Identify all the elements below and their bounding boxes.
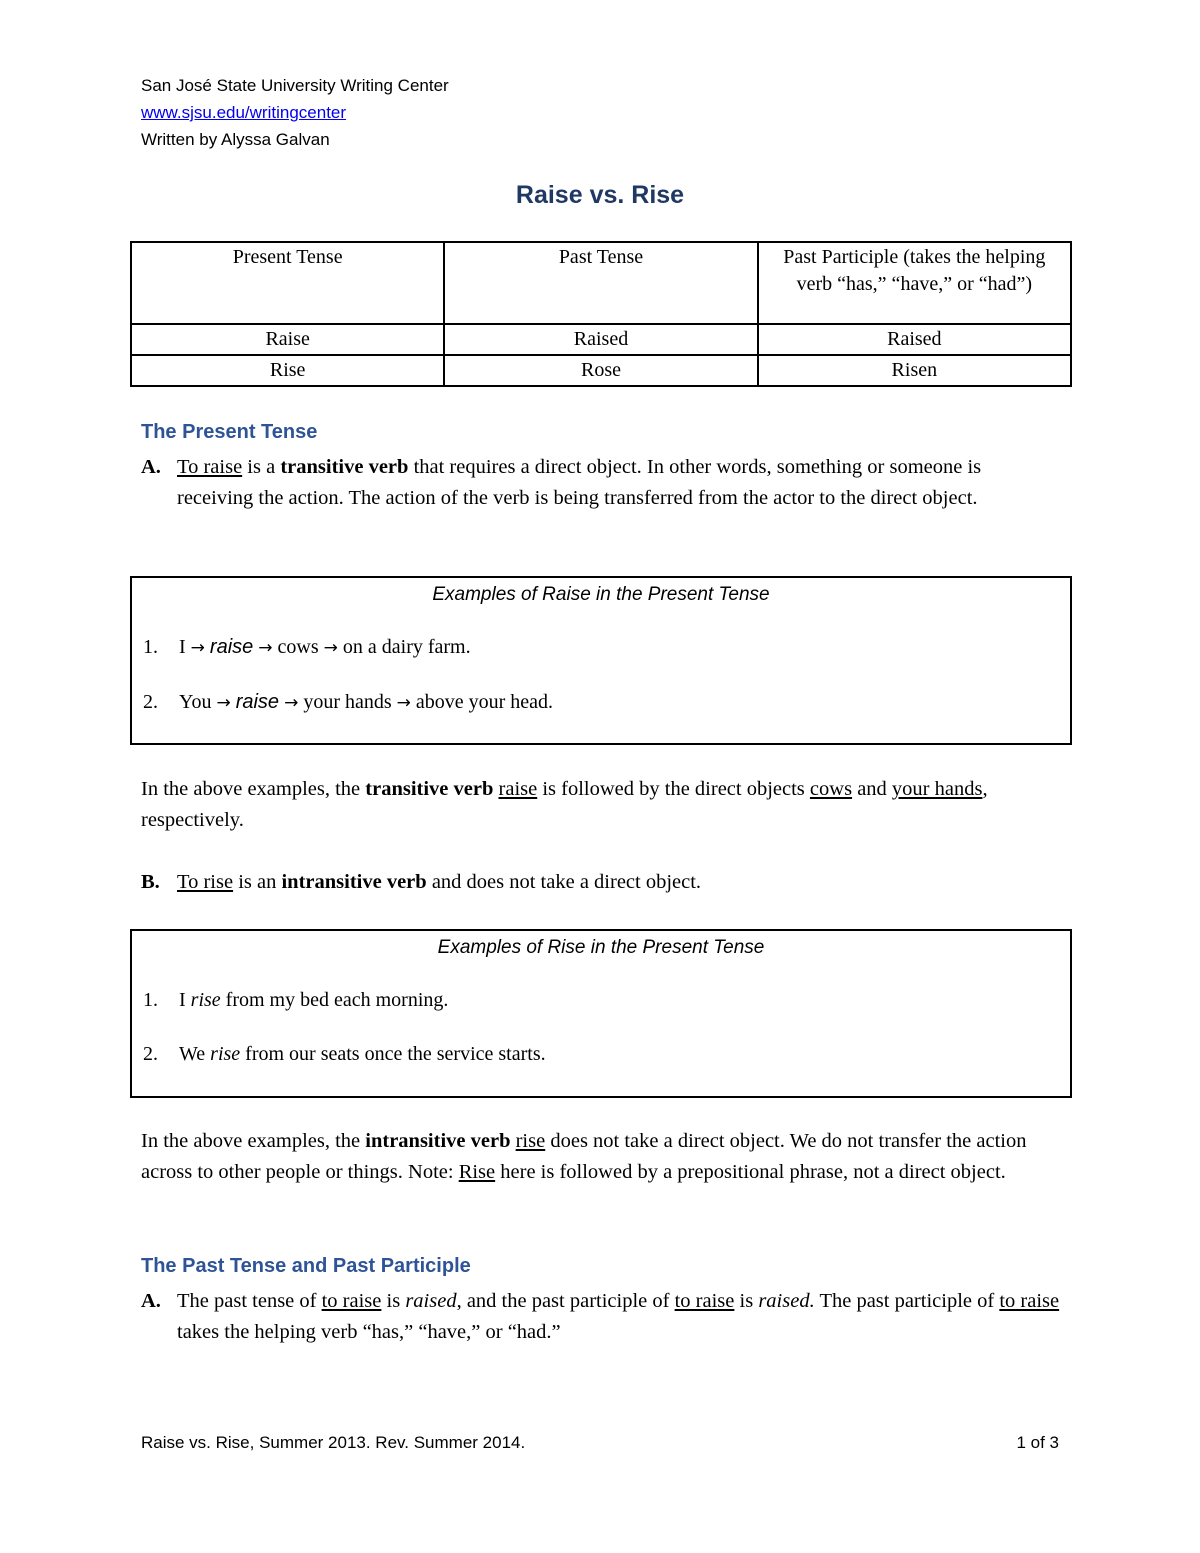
example-number: 1.	[143, 636, 158, 658]
table-cell: Risen	[758, 355, 1071, 386]
table-cell: Raise	[131, 324, 444, 355]
subject: You	[179, 691, 212, 713]
item-text	[177, 867, 1061, 898]
table-header-cell: Past Participle (takes the helping verb “has,” “have,” or “had”)	[758, 242, 1071, 324]
verb-phrase: To rise	[177, 871, 234, 893]
item-text	[177, 1286, 1061, 1348]
text-run: , respectively.	[141, 778, 988, 831]
table-cell: Rise	[131, 355, 444, 386]
text-run: and does not take a direct object.	[426, 871, 702, 893]
past-participle-form: raised.	[758, 1290, 815, 1312]
subject: We	[179, 1043, 211, 1065]
text-run: and	[852, 778, 892, 800]
conjugation-table	[130, 241, 1072, 387]
example-number: 2.	[143, 691, 158, 713]
example-2	[143, 1043, 546, 1066]
table-header-cell: Present Tense	[131, 242, 444, 324]
arrow-right-icon: →	[190, 638, 205, 658]
table-cell: Rose	[444, 355, 757, 386]
verb-phrase: To raise	[177, 456, 243, 478]
section-heading-present-tense: The Present Tense	[141, 421, 318, 443]
example-1	[143, 636, 471, 659]
item-label: A.	[141, 456, 161, 478]
text-run: is	[381, 1290, 406, 1312]
item-label: B.	[141, 871, 160, 893]
table-cell: Raised	[758, 324, 1071, 355]
object: cows	[809, 778, 853, 800]
examples-raise-box	[130, 576, 1072, 745]
arrow-right-icon: →	[396, 693, 411, 713]
item-a-past-tense	[141, 1286, 1061, 1348]
page-title: Raise vs. Rise	[515, 181, 685, 209]
text-run: from my bed each morning.	[220, 989, 449, 1011]
verb-phrase: to raise	[999, 1290, 1060, 1312]
object: your hands	[303, 691, 392, 713]
verb: rise	[210, 1043, 241, 1065]
verb: raise	[209, 636, 254, 658]
arrow-right-icon: →	[323, 638, 338, 658]
text-run: takes the helping verb “has,” “have,” or “had.”	[177, 1321, 561, 1343]
term: intransitive verb	[281, 871, 427, 893]
box-caption: Examples of Raise in the Present Tense	[432, 584, 770, 605]
example-number: 2.	[143, 1043, 158, 1065]
term: transitive verb	[365, 778, 494, 800]
object: cows	[277, 636, 319, 658]
item-text	[177, 452, 1061, 514]
prep-phrase: above your head.	[415, 691, 554, 713]
example-number: 1.	[143, 989, 158, 1011]
verb-phrase: to raise	[321, 1290, 382, 1312]
writing-center-link[interactable]: www.sjsu.edu/writingcenter	[141, 103, 347, 122]
past-form: raised	[405, 1290, 457, 1312]
example-1	[143, 989, 448, 1012]
item-a-raise	[141, 452, 1061, 514]
text-run: from our seats once the service starts.	[240, 1043, 546, 1065]
text-run: The past participle of	[814, 1290, 1000, 1312]
object: your hands	[891, 778, 983, 800]
section-heading-past-tense: The Past Tense and Past Participle	[141, 1255, 471, 1277]
text-run: does not take a direct object. We do not transfer the action across to other people or things. Note:	[141, 1130, 1027, 1183]
text-run: The past tense of	[177, 1290, 322, 1312]
paragraph-intransitive-explanation	[141, 1126, 1066, 1188]
text-run: that requires a direct object. In other words, something or someone is receiving the action. The action of the verb is being transferred from the actor to the direct object.	[177, 456, 982, 509]
footer-left: Raise vs. Rise, Summer 2013. Rev. Summer 2014.	[141, 1433, 526, 1452]
table-row	[131, 324, 1071, 355]
document-header	[141, 72, 449, 153]
text-run: is	[734, 1290, 759, 1312]
arrow-right-icon: →	[258, 638, 273, 658]
text-run: is an	[233, 871, 282, 893]
subject: I	[179, 636, 186, 658]
paragraph-transitive-explanation	[141, 774, 1066, 836]
text-run: In the above examples, the	[141, 1130, 366, 1152]
table-cell: Raised	[444, 324, 757, 355]
term: transitive verb	[280, 456, 409, 478]
verb: rise	[515, 1130, 546, 1152]
text-run: is followed by the direct objects	[537, 778, 810, 800]
example-2	[143, 691, 553, 714]
text-run: here is followed by a prepositional phrase, not a direct object.	[495, 1161, 1006, 1183]
table-header-cell: Past Tense	[444, 242, 757, 324]
page-number: 1 of 3	[1016, 1433, 1059, 1452]
prep-phrase: on a dairy farm.	[342, 636, 471, 658]
term: intransitive verb	[365, 1130, 511, 1152]
table-header-row	[131, 242, 1071, 324]
arrow-right-icon: →	[216, 693, 231, 713]
verb: rise	[190, 989, 221, 1011]
subject: I	[179, 989, 191, 1011]
verb-phrase: to raise	[674, 1290, 735, 1312]
item-b-rise	[141, 867, 1061, 898]
verb: raise	[498, 778, 538, 800]
box-caption: Examples of Rise in the Present Tense	[437, 937, 765, 958]
text-run: , and the past participle of	[456, 1290, 675, 1312]
author-line: Written by Alyssa Galvan	[141, 130, 330, 149]
text-run: In the above examples, the	[141, 778, 366, 800]
arrow-right-icon: →	[284, 693, 299, 713]
verb: raise	[235, 691, 280, 713]
item-label: A.	[141, 1290, 161, 1312]
text-run: is a	[242, 456, 281, 478]
org-name: San José State University Writing Center	[141, 76, 449, 95]
verb: Rise	[458, 1161, 496, 1183]
table-row	[131, 355, 1071, 386]
examples-rise-box	[130, 929, 1072, 1098]
